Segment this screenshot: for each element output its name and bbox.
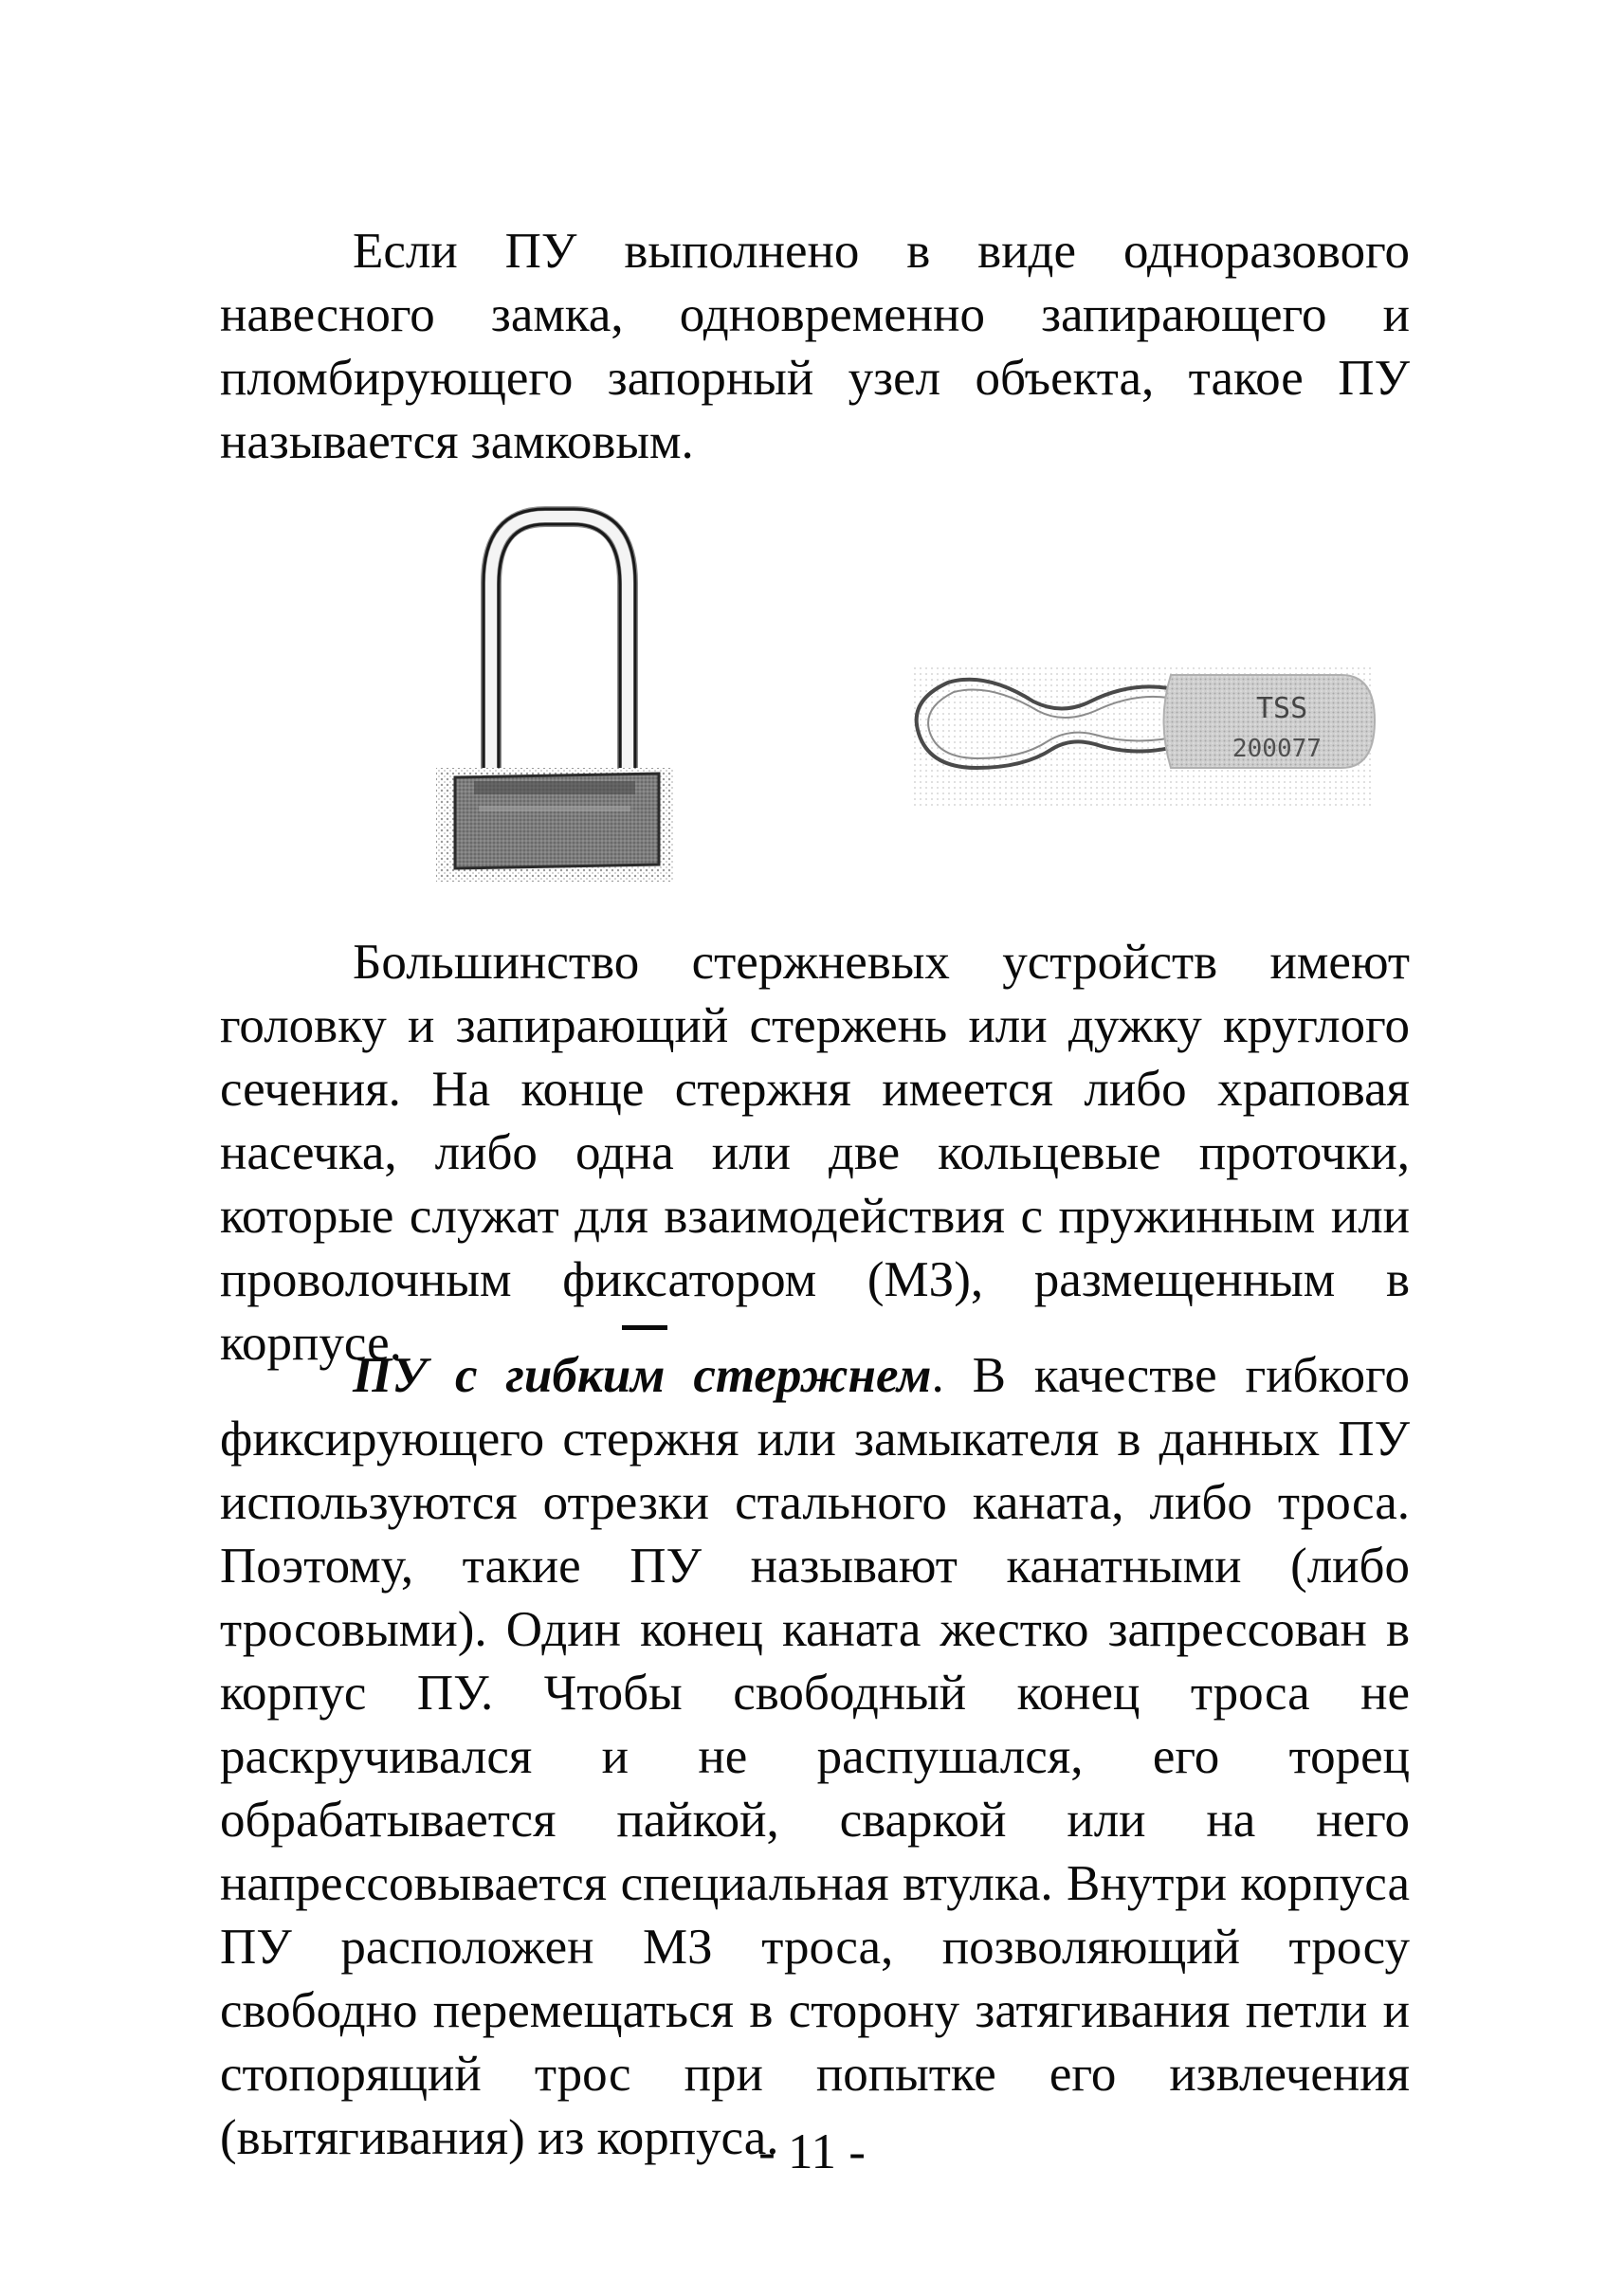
paragraph-text: . В качестве гибкого фиксирующего стержня или замыкателя в данных ПУ используются отрезки стального каната, либо троса. Поэтому, такие ПУ называют канатными (либо тросовыми). Один конец каната жестко запрессован в корпус ПУ. Чтобы свободный конец троса не раскручивался и не распушался, его торец обрабатывается пайкой, сваркой или на него напрессовывается специальная втулка. Внутри корпуса ПУ расположен МЗ троса, позволяющий тросу свободно перемещаться в сторону затягивания петли и стопорящий трос при попытке его извлечения (вытягивания) из корпуса. xyxy=(220,1348,1410,2165)
paragraph-padlock-definition xyxy=(220,220,1410,474)
padlock-seal-icon xyxy=(417,493,721,882)
separator-dash xyxy=(622,1325,667,1330)
seal-tag-line1: TSS xyxy=(1256,692,1308,725)
paragraph-text: Если ПУ выполнено в виде одноразового навесного замка, одновременно запирающего и пломбирующего запорный узел объекта, такое ПУ называется замковым. xyxy=(220,224,1410,469)
paragraph-text: Большинство стержневых устройств имеют головку и запирающий стержень или дужку круглого сечения. На конце стержня имеется либо храповая насечка, либо одна или две кольцевые проточки, которые служат для взаимодействия с пружинным или проволочным фиксатором (МЗ), размещенным в корпусе. xyxy=(220,935,1410,1371)
paragraph-lead-heading: ПУ с гибким стержнем xyxy=(353,1348,932,1403)
wire-seal-figure xyxy=(901,626,1384,815)
seal-tag-line2: 200077 xyxy=(1232,735,1322,763)
padlock-seal-figure xyxy=(417,493,721,882)
paragraph-flexible-rod xyxy=(220,1344,1410,2170)
page-number: - 11 - xyxy=(758,2124,866,2179)
wire-loop-seal-icon xyxy=(901,626,1384,815)
paragraph-rod-devices xyxy=(220,931,1410,1376)
